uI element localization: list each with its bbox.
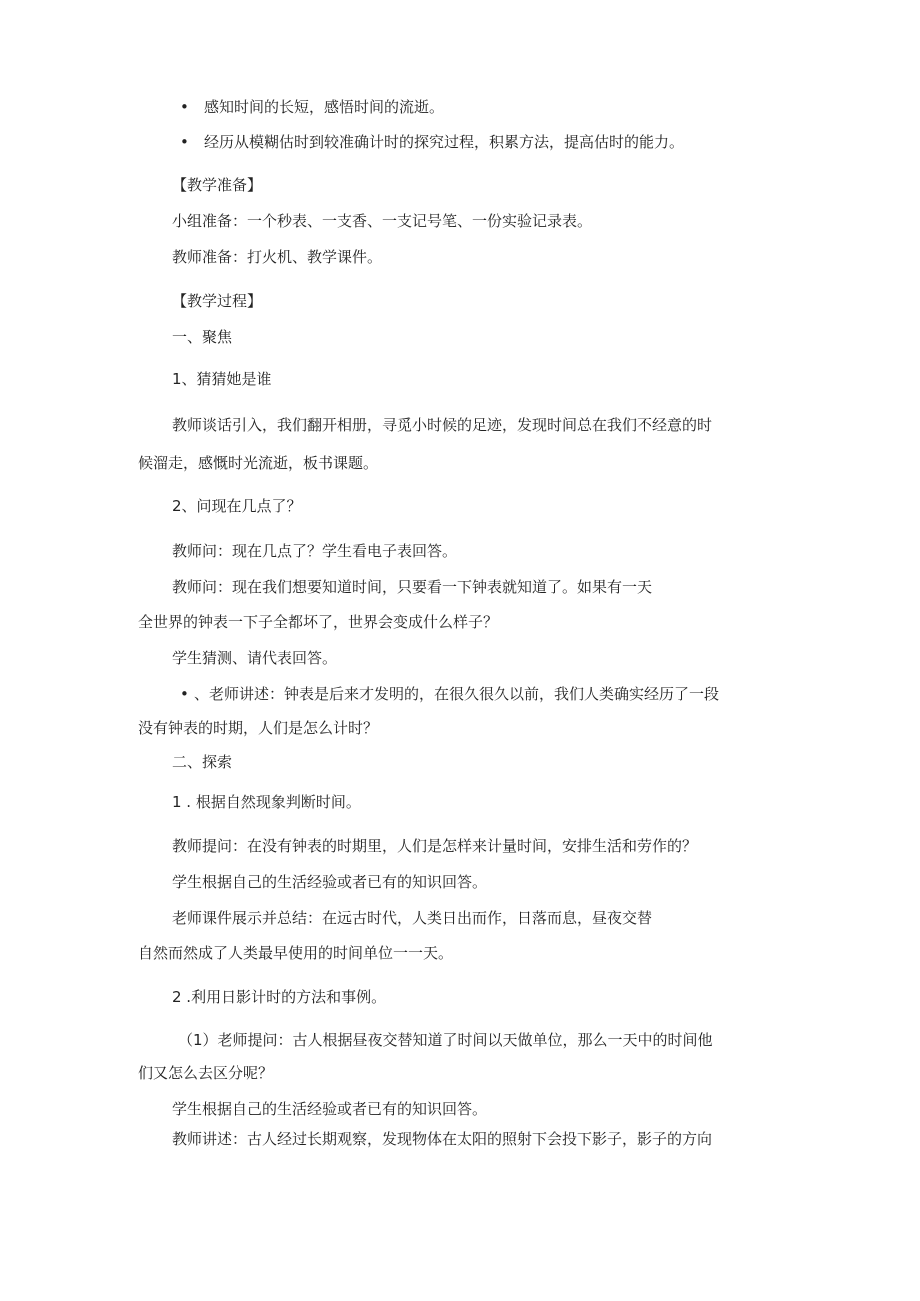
bullet-icon: •	[180, 133, 189, 151]
paragraph-continuation: 没有钟表的时期，人们是怎么计时？	[138, 719, 379, 737]
item-title: 1 . 根据自然现象判断时间。	[172, 793, 361, 811]
item-title: 1、猜猜她是谁	[172, 370, 272, 388]
item-title: 2 .利用日影计时的方法和事例。	[172, 988, 387, 1006]
paragraph: 学生猜测、请代表回答。	[172, 649, 338, 667]
paragraph: 学生根据自己的生活经验或者已有的知识回答。	[172, 873, 488, 891]
objective-item: 感知时间的长短，感悟时间的流逝。	[204, 98, 445, 116]
objective-item: 经历从模糊估时到较准确计时的探究过程，积累方法，提高估时的能力。	[204, 133, 685, 151]
paragraph-continuation: 自然而然成了人类最早使用的时间单位一一天。	[138, 944, 454, 962]
paragraph: 、老师讲述：钟表是后来才发明的，在很久很久以前，我们人类确实经历了一段	[194, 685, 720, 703]
paragraph: （1）老师提问：古人根据昼夜交替知道了时间以天做单位，那么一天中的时间他	[178, 1031, 713, 1049]
paragraph-continuation: 们又怎么去区分呢？	[138, 1064, 274, 1082]
paragraph: 教师提问：在没有钟表的时期里，人们是怎样来计量时间，安排生活和劳作的？	[172, 837, 698, 855]
section-heading-process: 【教学过程】	[172, 292, 263, 310]
subsection-title: 一、聚焦	[172, 328, 233, 346]
paragraph-continuation: 候溜走，感慨时光流逝，板书课题。	[138, 454, 379, 472]
paragraph: 教师谈话引入，我们翻开相册，寻觅小时候的足迹，发现时间总在我们不经意的时	[172, 416, 713, 434]
subsection-title: 二、探索	[172, 753, 233, 771]
bullet-icon: •	[180, 98, 189, 116]
paragraph: 教师准备：打火机、教学课件。	[172, 248, 383, 266]
paragraph: 教师讲述：古人经过长期观察，发现物体在太阳的照射下会投下影子，影子的方向	[172, 1130, 713, 1148]
section-heading-prep: 【教学准备】	[172, 176, 263, 194]
paragraph: 教师问：现在我们想要知道时间，只要看一下钟表就知道了。如果有一天	[172, 578, 653, 596]
item-title: 2、问现在几点了？	[172, 497, 302, 515]
paragraph: 小组准备：一个秒表、一支香、一支记号笔、一份实验记录表。	[172, 212, 593, 230]
paragraph: 教师问：现在几点了？学生看电子表回答。	[172, 542, 458, 560]
paragraph: 学生根据自己的生活经验或者已有的知识回答。	[172, 1100, 488, 1118]
paragraph: 老师课件展示并总结：在远古时代，人类日出而作，日落而息，昼夜交替	[172, 909, 653, 927]
bullet-icon: •	[180, 685, 189, 703]
paragraph-continuation: 全世界的钟表一下子全都坏了，世界会变成什么样子？	[138, 613, 499, 631]
